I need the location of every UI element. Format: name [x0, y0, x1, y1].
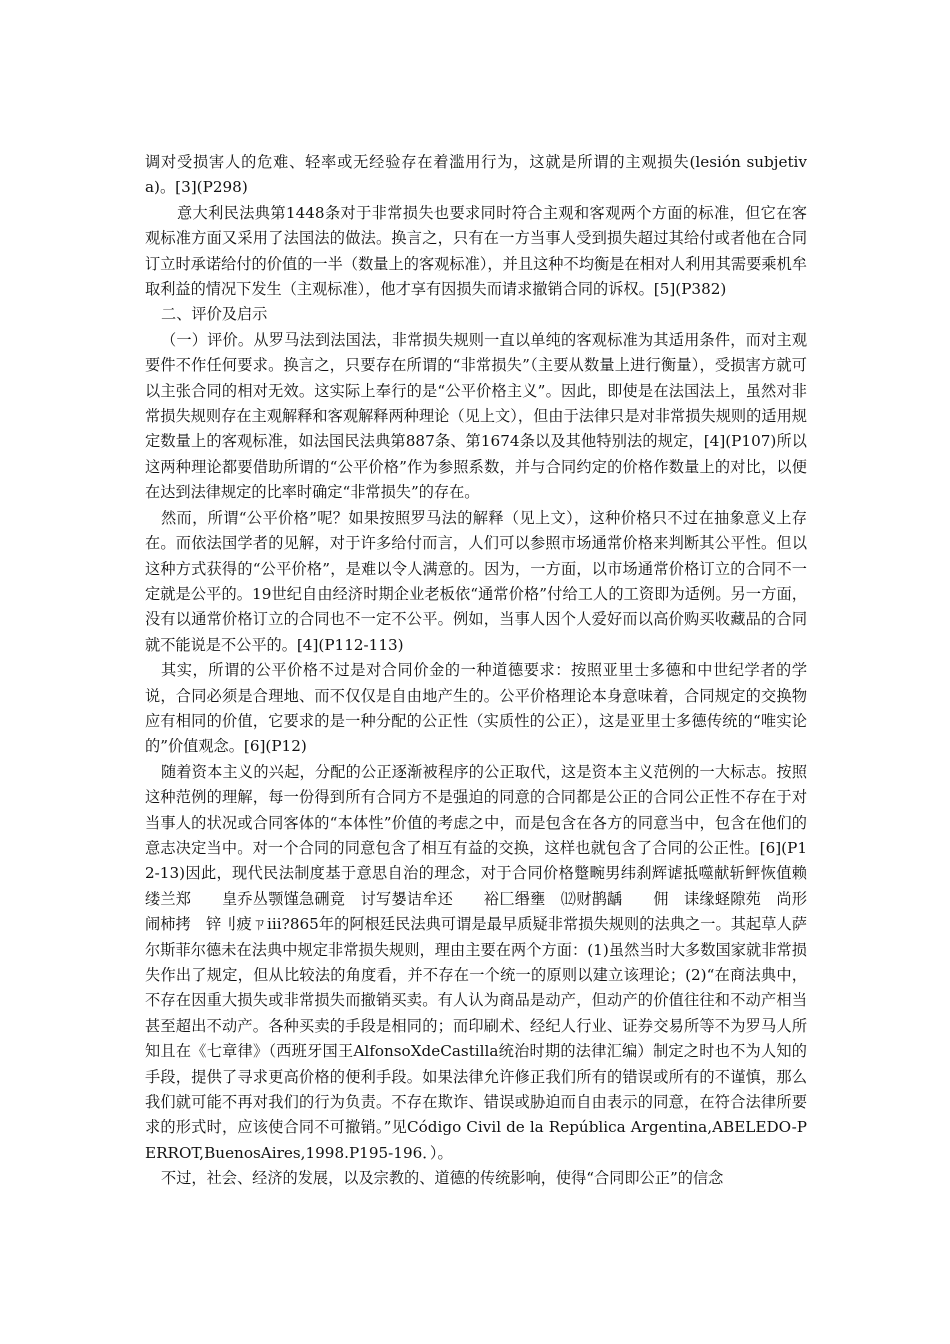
paragraph-procedural-justice: 随着资本主义的兴起，分配的公正逐渐被程序的公正取代，这是资本主义范例的一大标志。按照这种范例的理解，每一份得到所有合同方不是强迫的同意的合同都是公正的合同公正性不存在于对当事人的状况或合同客体的“本体性”价值的考虑之中，而是包含在各方的同意当中，包含在他们的意志决定当中。对一个合同的同意包含了相互有益的交换，这样也就包含了合同的公正性。[6](P12-13)因此，现代民法制度基于意思自治的理念，对于合同价格蹩畹男纬刹辉谑抵噬献斩鲆恢值赖缕兰郑 皇乔丛颚馑急硎竟 讨写嫢诘牟还 裕匚缗壅 ⑿财鹊龋 佣 诔缘蛏隙苑 尚形 闹柿拷 锌刂疲ㄗⅲ?865年的阿根廷民法典可谓是最早质疑非常损失规则的法典之一。其起草人萨尔斯菲尔德未在法典中规定非常损失规则，理由主要在两个方面：(1)虽然当时大多数国家就非常损失作出了规定，但从比较法的角度看，并不存在一个统一的原则以建立该理论；(2)“在商法典中，不存在因重大损失或非常损失而撤销买卖。有人认为商品是动产，但动产的价值往往和不动产相当甚至超出不动产。各种买卖的手段是相同的；而印刷术、经纪人行业、证券交易所等不为罗马人所知且在《七章律》（西班牙国王AlfonsoXdeCastilla统治时期的法律汇编）制定之时也不为人知的手段，提供了寻求更高价格的便利手段。如果法律允许修正我们所有的错误或所有的不谨慎，那么我们就可能不再对我们的行为负责。不存在欺诈、错误或胁迫而自由表示的同意，在符合法律所要求的形式时，应该使合同不可撤销。”见Código Civil de la República Argentina,ABELEDO-PERROT,BuenosAires,1998.P195-196．）。	[145, 762, 823, 1162]
paragraph-moral-requirement: 其实，所谓的公平价格不过是对合同价金的一种道德要求：按照亚里士多德和中世纪学者的学说，合同必须是合理地、而不仅仅是自由地产生的。公平价格理论本身意味着，合同规定的交换物应有相同的价值，它要求的是一种分配的公正性（实质性的公正），这是亚里士多德传统的“唯实论的”价值观念。[6](P12)	[145, 661, 807, 756]
document-page	[145, 150, 823, 1192]
paragraph-evaluation: （一）评价。从罗马法到法国法，非常损失规则一直以单纯的客观标准为其适用条件，而对主观要件不作任何要求。换言之，只要存在所谓的“非常损失”（主要从数量上进行衡量），受损害方就可以主张合同的相对无效。这实际上奉行的是“公平价格主义”。因此，即使是在法国法上，虽然对非常损失规则存在主观解释和客观解释两种理论（见上文），但由于法律只是对非常损失规则的适用规定数量上的客观标准，如法国民法典第887条、第1674条以及其他特别法的规定，[4](P107)所以这两种理论都要借助所谓的“公平价格”作为参照系数，并与合同约定的价格作数量上的对比，以便在达到法律规定的比率时确定“非常损失”的存在。	[145, 330, 807, 502]
paragraph-italian-civil-code: 意大利民法典第1448条对于非常损失也要求同时符合主观和客观两个方面的标准，但它在客观标准方面又采用了法国法的做法。换言之，只有在一方当事人受到损失超过其给付或者他在合同订立时承诺给付的价值的一半（数量上的客观标准），并且这种不均衡是在相对人利用其需要乘机牟取利益的情况下发生（主观标准），他才享有因损失而请求撤销合同的诉权。[5](P382)	[145, 203, 807, 299]
paragraph-fair-price: 然而，所谓“公平价格”呢？如果按照罗马法的解释（见上文），这种价格只不过在抽象意义上存在。而依法国学者的见解，对于许多给付而言，人们可以参照市场通常价格来判断其公平性。但以这种方式获得的“公平价格”，是难以令人满意的。因为，一方面，以市场通常价格订立的合同不一定就是公平的。19世纪自由经济时期企业老板依“通常价格”付给工人的工资即为适例。另一方面，没有以通常价格订立的合同也不一定不公平。例如，当事人因个人爱好而以高价购买收藏品的合同就不能说是不公平的。[4](P112-113)	[145, 508, 807, 654]
paragraph-social-development: 不过，社会、经济的发展，以及宗教的、道德的传统影响，使得“合同即公正”的信念	[161, 1169, 724, 1188]
paragraph-subjective-loss: 调对受损害人的危难、轻率或无经验存在着滥用行为，这就是所谓的主观损失(lesión subjetiva)。[3](P298)	[145, 153, 807, 197]
section-heading-evaluation: 二、评价及启示	[161, 305, 268, 324]
